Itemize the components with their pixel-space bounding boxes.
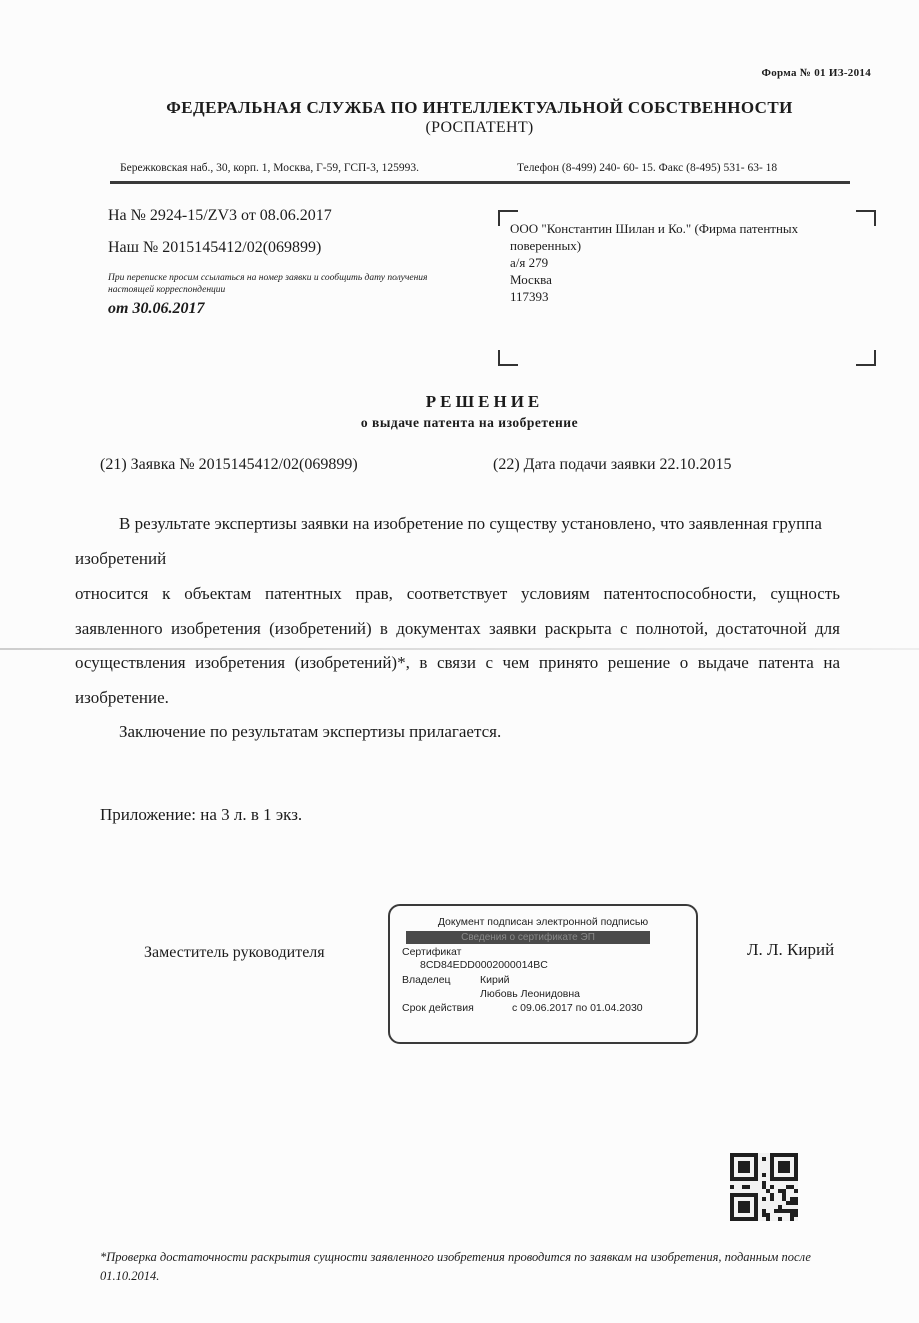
address-corner-mark: [856, 350, 876, 366]
filing-date: (22) Дата подачи заявки 22.10.2015: [493, 456, 732, 473]
stamp-owner-value: Кирий: [480, 974, 510, 986]
stamp-cert-label: Сертификат: [402, 946, 462, 958]
footnote: *Проверка достаточности раскрытия сущности заявленного изобретения проводится по заявкам на изобретения, поданным после 01.10.2014.: [100, 1250, 811, 1283]
recipient-line: Москва: [510, 272, 552, 287]
qr-code: [730, 1153, 798, 1221]
stamp-validity-label: Срок действия: [402, 1002, 474, 1014]
signer-name: Л. Л. Кирий: [747, 940, 835, 959]
body-paragraph-1: В результате экспертизы заявки на изобретение по существу установлено, что заявленная группа изобретений: [75, 514, 822, 568]
document-title: РЕШЕНИЕ: [425, 392, 544, 411]
stamp-owner-value: Любовь Леонидовна: [480, 988, 581, 1000]
recipient-line: ООО "Константин Шилан и Ко." (Фирма патентных поверенных): [510, 221, 799, 253]
recipient-line: 117393: [510, 289, 549, 304]
header-divider: [110, 181, 850, 184]
recipient-line: а/я 279: [510, 255, 549, 270]
stamp-certificate-bar: Сведения о сертификате ЭП: [406, 931, 650, 944]
stamp-validity-value: с 09.06.2017 по 01.04.2030: [512, 1002, 643, 1014]
stamp-cert-value: 8CD84EDD0002000014BC: [420, 959, 548, 971]
reference-date: от 30.06.2017: [108, 300, 205, 317]
recipient-address: [510, 220, 870, 305]
reference-note: При переписке просим ссылаться на номер заявки и сообщить дату получения настоящей корреспонденции: [108, 273, 428, 295]
our-reference-number: Наш № 2015145412/02(069899): [108, 239, 322, 256]
signer-title: Заместитель руководителя: [144, 944, 325, 961]
body-paragraph-2: относится к объектам патентных прав, соответствует условиям патентоспособности, сущность заявленного изобретения (изобретений) в документах заявки раскрыта с полнотой, достаточной для осуществления изобретения (изобретений)*, в связи с чем принято решение о выдаче патента на изобретение.: [75, 584, 840, 707]
electronic-signature-stamp: [388, 904, 698, 1044]
your-reference-number: На № 2924-15/ZV3 от 08.06.2017: [108, 207, 332, 224]
organization-address: Бережковская наб., 30, корп. 1, Москва, Г-59, ГСП-3, 125993.: [120, 162, 420, 174]
organization-abbreviation: (РОСПАТЕНТ): [425, 119, 534, 136]
stamp-heading: Документ подписан электронной подписью: [437, 916, 649, 928]
form-code: Форма № 01 ИЗ-2014: [761, 67, 871, 79]
organization-title: ФЕДЕРАЛЬНАЯ СЛУЖБА ПО ИНТЕЛЛЕКТУАЛЬНОЙ СОБСТВЕННОСТИ: [166, 98, 793, 117]
stamp-owner-label: Владелец: [402, 974, 451, 986]
application-number: (21) Заявка № 2015145412/02(069899): [100, 456, 358, 473]
address-corner-mark: [498, 350, 518, 366]
organization-phones: Телефон (8-499) 240- 60- 15. Факс (8-495) 531- 63- 18: [517, 162, 778, 174]
attachment-note: Приложение: на 3 л. в 1 экз.: [100, 805, 303, 824]
body-paragraph-3: Заключение по результатам экспертизы прилагается.: [119, 722, 502, 741]
document-subtitle: о выдаче патента на изобретение: [360, 415, 579, 430]
